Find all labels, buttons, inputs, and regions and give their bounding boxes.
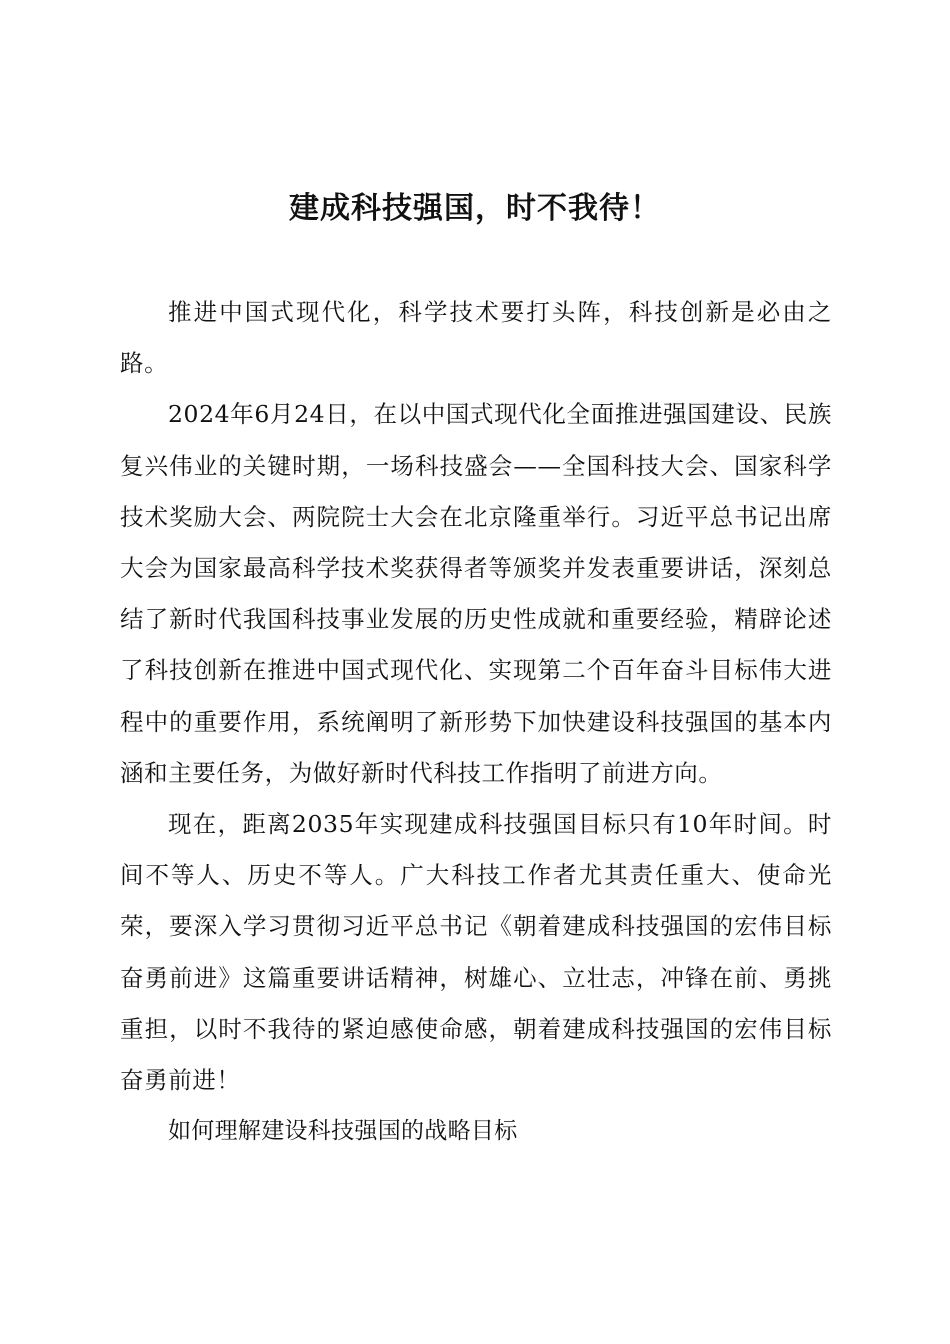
paragraph-intro: 推进中国式现代化，科学技术要打头阵，科技创新是必由之路。 [120, 298, 832, 378]
paragraph-call-to-action: 现在，距离2035年实现建成科技强国目标只有10年时间。时间不等人、历史不等人。广大科技工作者尤其责任重大、使命光荣，要深入学习贯彻习近平总书记《朝着建成科技强国的宏伟目标奋勇前进》这篇重要讲话精神，树雄心、立壮志，冲锋在前、勇挑重担，以时不我待的紧迫感使命感，朝着建成科技强国的宏伟目标奋勇前进！ [120, 810, 832, 1095]
document-title: 建成科技强国，时不我待！ [289, 191, 661, 226]
section-subheading: 如何理解建设科技强国的战略目标 [168, 1118, 518, 1145]
document-body [120, 287, 832, 1157]
paragraph-conference: 2024年6月24日，在以中国式现代化全面推进强国建设、民族复兴伟业的关键时期，一场科技盛会——全国科技大会、国家科学技术奖励大会、两院院士大会在北京隆重举行。习近平总书记出席大会为国家最高科学技术奖获得者等颁奖并发表重要讲话，深刻总结了新时代我国科技事业发展的历史性成就和重要经验，精辟论述了科技创新在推进中国式现代化、实现第二个百年奋斗目标伟大进程中的重要作用，系统阐明了新形势下加快建设科技强国的基本内涵和主要任务，为做好新时代科技工作指明了前进方向。 [120, 400, 832, 787]
